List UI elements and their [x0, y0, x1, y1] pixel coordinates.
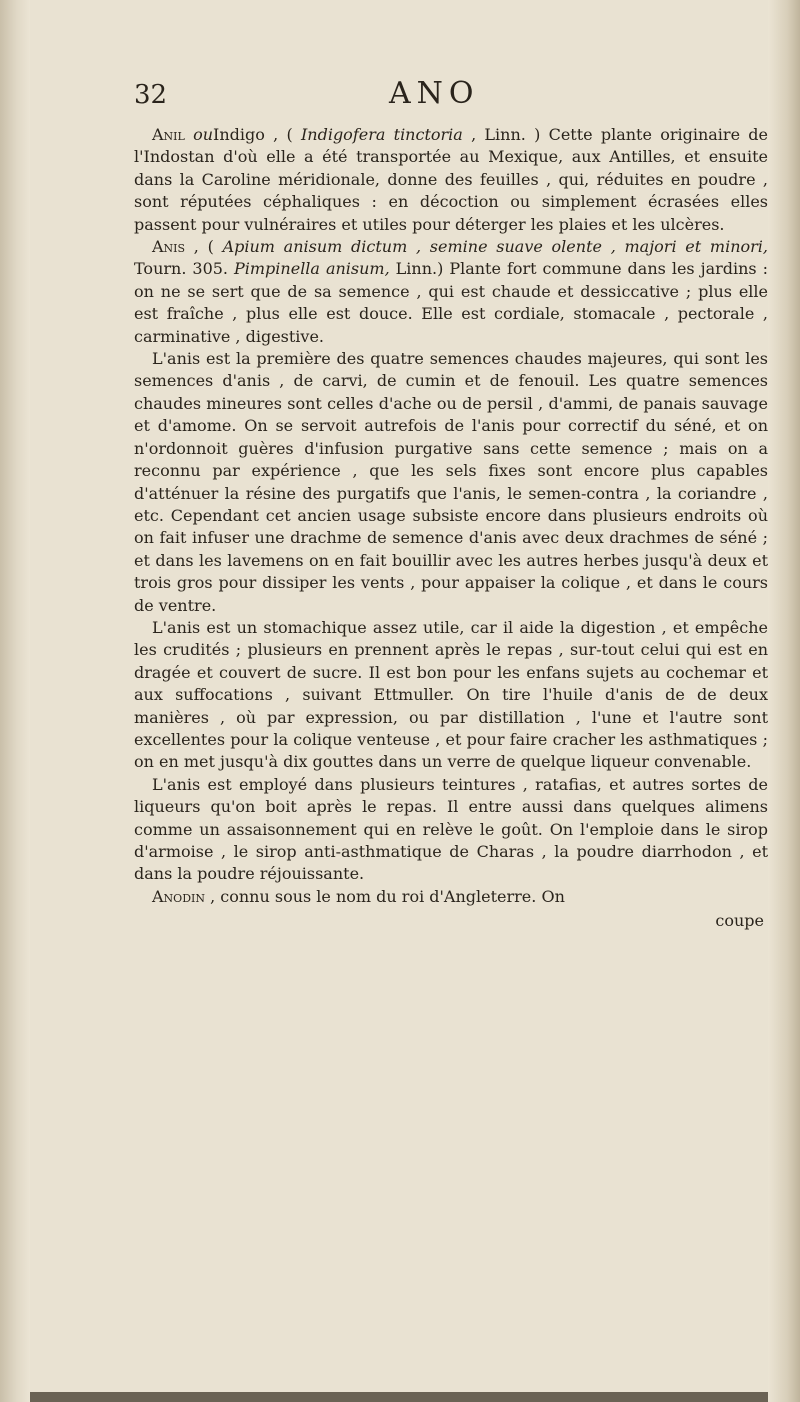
page-edge-right	[768, 0, 800, 1402]
entry-term: Anis	[152, 237, 186, 257]
entry-anodin: Anodin , connu sous le nom du roi d'Angleterre. On	[152, 886, 565, 906]
entry-term: Anil	[152, 125, 185, 144]
book-page	[134, 76, 769, 933]
paragraph: L'anis est employé dans plusieurs teintures , ratafias, et autres sortes de liqueurs qu'on boit après le repas. Il entre aussi dans quelques alimens comme un assaisonnement qui en relève le goût. On l'emploie dans le sirop d'armoise , le sirop anti-asthmatique de Charas , la poudre diarrhodon , et dans la poudre réjouissante.	[134, 774, 768, 884]
running-head	[134, 76, 768, 124]
catchword: coupe	[715, 911, 764, 931]
running-headword: ANO	[389, 76, 480, 111]
entry-term: Anodin	[152, 886, 205, 906]
book-gutter-left	[0, 0, 30, 1402]
page-number: 32	[134, 80, 168, 110]
paragraph: L'anis est un stomachique assez utile, car il aide la digestion , et empêche les crudités ; plusieurs en prennent après le repas , sur-tout celui qui est en dragée et couvert de sucre. Il est bon pour les enfans sujets au cochemar et aux suffocations , suivant Ettmuller. On tire l'huile d'anis de de deux manières , où par expression, ou par distillation , l'une et l'autre sont excellentes pour la colique venteuse , et pour faire cracher les asthmatiques ; on en met jusqu'à dix gouttes dans un verre de quelque liqueur convenable.	[134, 617, 768, 772]
scan-bottom-edge	[30, 1392, 768, 1402]
paragraph: L'anis est la première des quatre semences chaudes majeures, qui sont les semences d'anis , de carvi, de cumin et de fenouil. Les quatre semences chaudes mineures sont celles d'ache ou de persil , d'ammi, de panais sauvage et d'amome. On se servoit autrefois de l'anis pour correctif du séné, et on n'ordonnoit guères d'infusion purgative sans cette semence ; mais on a reconnu par expérience , que les sels fixes sont encore plus capables d'atténuer la résine des purgatifs que l'anis, le semen-contra , la coriandre , etc. Cependant cet ancien usage subsiste encore dans plusieurs endroits où on fait infuser une drachme de semence d'anis avec deux drachmes de séné ; et dans les lavemens on en fait bouillir avec les autres herbes jusqu'à deux et trois gros pour dissiper les vents , pour appaiser la colique , et dans le cours de ventre.	[134, 349, 768, 615]
entry-anis: Anis , ( Apium anisum dictum , semine suave olente , majori et minori, Tourn. 305. Pimpinella anisum, Linn.) Plante fort commune dans les jardins : on ne se sert que de sa semence , qui est chaude et dessiccative ; plus elle est fraîche , plus elle est douce. Elle est cordiale, stomacale , pectorale , carminative , digestive.	[134, 237, 769, 346]
entry-anil: Anil ouIndigo , ( Indigofera tinctoria , Linn. ) Cette plante originaire de l'Indostan d'où elle a été transportée au Mexique, aux Antilles, et ensuite dans la Caroline méridionale, donne des feuilles , qui, réduites en poudre , sont réputées céphaliques : en décoction ou simplement écrasées elles passent pour vulnéraires et utiles pour déterger les plaies et les ulcères.	[134, 125, 768, 234]
page-text	[134, 124, 768, 933]
